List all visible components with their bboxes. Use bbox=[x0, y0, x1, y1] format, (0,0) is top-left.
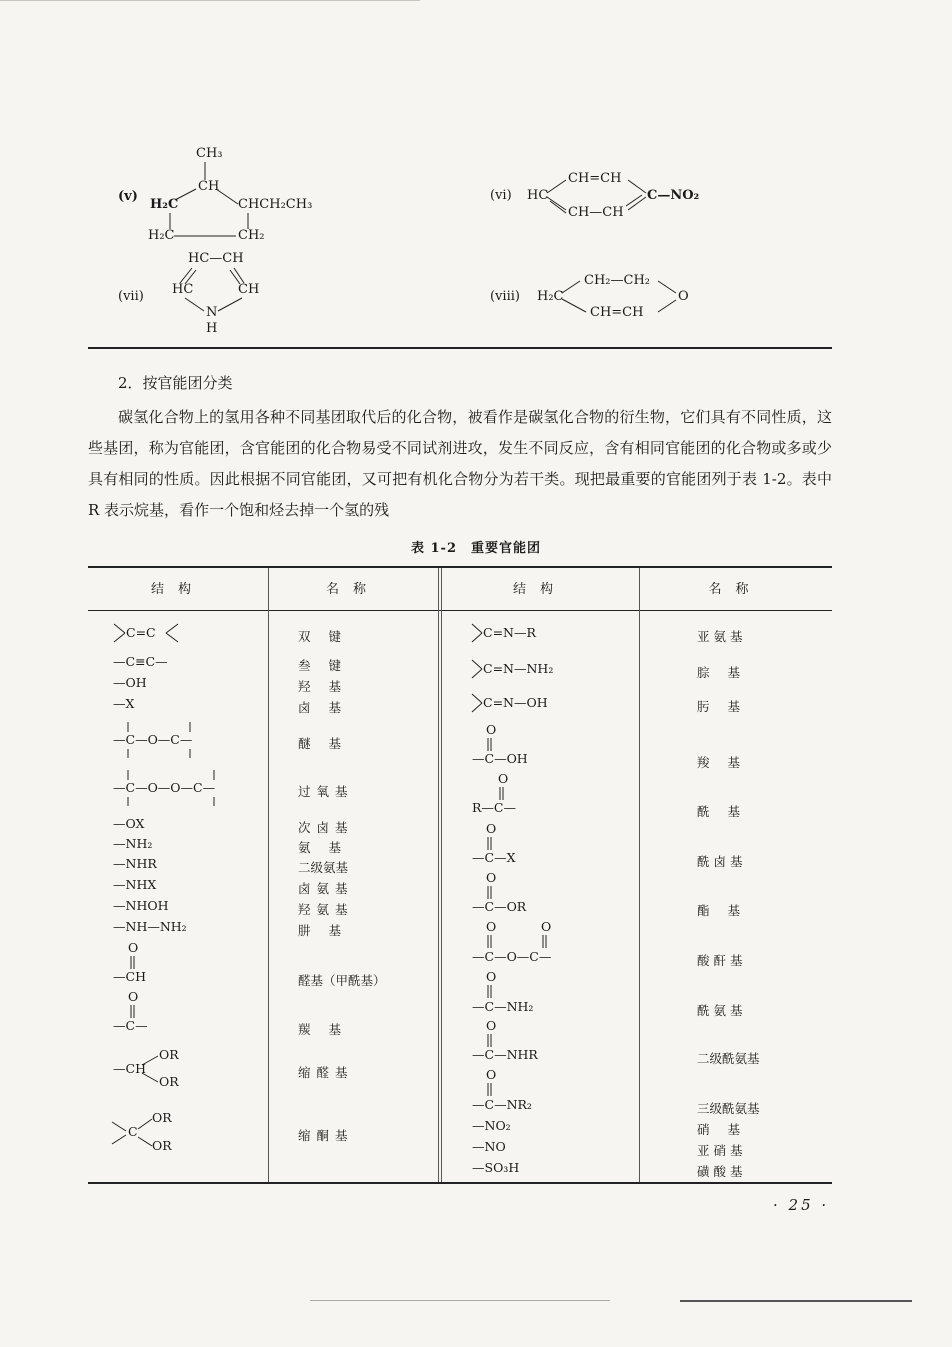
struct-or: OR bbox=[159, 1074, 179, 1089]
struct-oxygen: O bbox=[128, 989, 139, 1004]
struct-oxygen: O bbox=[128, 940, 139, 955]
struct-oxygen: O bbox=[498, 771, 509, 786]
group-name: 硝基 bbox=[697, 1122, 759, 1137]
struct-anhydride: —C—O—C— bbox=[472, 949, 552, 964]
atom-label: HC bbox=[527, 188, 549, 203]
structure-label: (viii) bbox=[490, 289, 520, 304]
group-name: 二级酰氨基 bbox=[697, 1051, 760, 1066]
atom-label: HC bbox=[172, 282, 194, 297]
scan-line bbox=[680, 1300, 912, 1302]
struct-or: OR bbox=[152, 1110, 172, 1125]
atom-label: CHCH₂CH₃ bbox=[238, 197, 313, 212]
group-name: 亚硝基 bbox=[697, 1143, 747, 1158]
struct-ester: —C—OR bbox=[472, 899, 527, 914]
scan-line bbox=[0, 0, 420, 1]
group-name: 过氧基 bbox=[298, 784, 354, 799]
atom-label: H₂C bbox=[148, 228, 175, 243]
struct-or: OR bbox=[159, 1047, 179, 1062]
atom-label: H bbox=[206, 321, 218, 336]
struct-hydroxyamino: —NHOH bbox=[113, 898, 169, 913]
group-name: 卤氨基 bbox=[298, 881, 354, 896]
group-name: 三级酰氨基 bbox=[697, 1101, 760, 1116]
group-name: 叁键 bbox=[298, 658, 360, 673]
atom-label: N bbox=[206, 305, 218, 320]
group-name: 醛基（甲酰基） bbox=[298, 973, 386, 988]
struct-oxygen: O bbox=[486, 1067, 497, 1082]
struct-acyl: R—C— bbox=[472, 800, 516, 815]
group-name: 缩醛基 bbox=[298, 1065, 354, 1080]
struct-amino: —NH₂ bbox=[113, 836, 153, 851]
atom-label: CH bbox=[198, 179, 220, 194]
group-name: 羟基 bbox=[298, 679, 360, 694]
group-name: 酸酐基 bbox=[697, 953, 747, 968]
struct-double-bond: C=C bbox=[126, 625, 156, 640]
struct-ketal: C bbox=[128, 1124, 138, 1139]
group-name: 二级氨基 bbox=[298, 860, 349, 875]
atom-label: HC—CH bbox=[188, 251, 244, 266]
struct-amide: —C—NH₂ bbox=[472, 999, 534, 1014]
struct-imine: C=N—R bbox=[483, 625, 536, 640]
struct-oxime: C=N—OH bbox=[483, 695, 548, 710]
table-header: 结构 bbox=[150, 582, 205, 597]
group-name: 氨基 bbox=[298, 840, 360, 855]
structure-label: (vi) bbox=[490, 188, 512, 203]
group-name: 卤基 bbox=[298, 700, 360, 715]
struct-carbonyl: —C— bbox=[113, 1018, 148, 1033]
group-name: 缩酮基 bbox=[298, 1128, 354, 1143]
atom-label: O bbox=[678, 289, 689, 304]
structure-label: (v) bbox=[118, 189, 138, 204]
struct-haloamino: —NHX bbox=[113, 877, 157, 892]
group-name: 酰氨基 bbox=[697, 1003, 747, 1018]
struct-tertiary-amide: —C—NR₂ bbox=[472, 1097, 532, 1112]
struct-nitro: —NO₂ bbox=[472, 1118, 511, 1133]
struct-acyl-halide: —C—X bbox=[472, 850, 516, 865]
struct-peroxy: —C—O—O—C— bbox=[113, 780, 216, 795]
group-name: 羧基 bbox=[697, 755, 759, 770]
scan-line bbox=[310, 1300, 610, 1301]
struct-carboxyl: —C—OH bbox=[472, 751, 528, 766]
struct-aldehyde: —CH bbox=[113, 969, 146, 984]
struct-oxygen: O bbox=[486, 919, 497, 934]
group-name: 双键 bbox=[298, 629, 360, 644]
struct-sulfonic: —SO₃H bbox=[472, 1160, 520, 1175]
atom-label: CH₂—CH₂ bbox=[584, 273, 650, 288]
page-number: · 25 · bbox=[773, 1196, 830, 1214]
atom-label: CH₃ bbox=[196, 146, 223, 161]
group-name: 酯基 bbox=[697, 903, 759, 918]
struct-hydroxyl: —OH bbox=[113, 675, 147, 690]
struct-triple-bond: —C≡C— bbox=[113, 654, 168, 669]
atom-label: CH bbox=[238, 282, 260, 297]
atom-label: H₂C bbox=[150, 197, 179, 212]
group-name: 腙基 bbox=[697, 665, 759, 680]
table-header: 结构 bbox=[512, 582, 567, 597]
structure-label: (vii) bbox=[118, 289, 144, 304]
group-name: 亚氨基 bbox=[697, 629, 747, 644]
struct-hypohalite: —OX bbox=[113, 816, 145, 831]
table-caption: 表 1-2 重要官能团 bbox=[410, 541, 541, 556]
group-name: 羰基 bbox=[298, 1022, 360, 1037]
struct-secondary-amino: —NHR bbox=[113, 856, 157, 871]
group-name: 肟基 bbox=[697, 699, 759, 714]
struct-oxygen: O bbox=[541, 919, 552, 934]
struct-hydrazino: —NH—NH₂ bbox=[113, 919, 187, 934]
struct-oxygen: O bbox=[486, 969, 497, 984]
group-name: 肼基 bbox=[298, 923, 360, 938]
struct-acetal: —CH bbox=[113, 1061, 146, 1076]
struct-hydrazone: C=N—NH₂ bbox=[483, 661, 554, 676]
atom-label: CH=CH bbox=[590, 305, 644, 320]
atom-label: H₂C bbox=[537, 289, 564, 304]
struct-halo: —X bbox=[113, 696, 135, 711]
group-name: 磺酸基 bbox=[697, 1164, 747, 1179]
group-name: 羟氨基 bbox=[298, 902, 354, 917]
group-name: 次卤基 bbox=[298, 820, 354, 835]
struct-secondary-amide: —C—NHR bbox=[472, 1047, 538, 1062]
group-name: 醚基 bbox=[298, 736, 360, 751]
struct-oxygen: O bbox=[486, 870, 497, 885]
group-name: 酰卤基 bbox=[697, 854, 747, 869]
atom-label: CH—CH bbox=[568, 205, 624, 220]
struct-nitroso: —NO bbox=[472, 1139, 506, 1154]
section-heading: 2．按官能团分类 bbox=[118, 374, 233, 392]
table-header: 名称 bbox=[325, 582, 380, 597]
struct-or: OR bbox=[152, 1138, 172, 1153]
struct-oxygen: O bbox=[486, 821, 497, 836]
atom-label: CH=CH bbox=[568, 171, 622, 186]
struct-oxygen: O bbox=[486, 722, 497, 737]
paragraph-text: 碳氢化合物上的氢用各种不同基团取代后的化合物，被看作是碳氢化合物的衍生物，它们具有不同性质，这些基团，称为官能团，含官能团的化合物易受不同试剂进攻，发生不同反应，含有相同官能团的化合物或多或少具有相同的性质。因此根据不同官能团，又可把有机化合物分为若干类。现把最重要的官能团列于表 1-2。表中 R 表示烷基，看作一个饱和烃去掉一个氢的残 bbox=[88, 408, 832, 519]
group-name: 酰基 bbox=[697, 804, 759, 819]
struct-ether: —C—O—C— bbox=[113, 732, 193, 747]
table-header: 名称 bbox=[708, 582, 763, 597]
atom-label: CH₂ bbox=[238, 228, 265, 243]
struct-oxygen: O bbox=[486, 1018, 497, 1033]
atom-label: C—NO₂ bbox=[647, 188, 700, 203]
